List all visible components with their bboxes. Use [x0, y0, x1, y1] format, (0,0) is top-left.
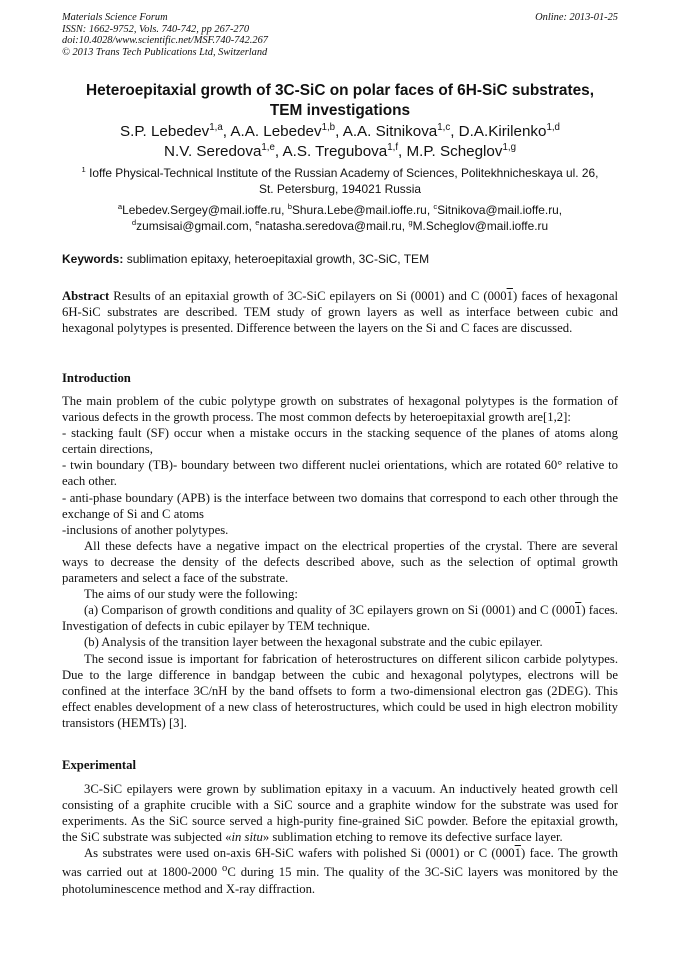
- author-sup: 1,g: [502, 141, 516, 153]
- keywords: [62, 251, 618, 267]
- author-name: M.P. Scheglov: [406, 143, 503, 160]
- email-link[interactable]: Lebedev.Sergey@mail.ioffe.ru: [122, 203, 282, 217]
- bullet-item: - twin boundary (TB)- boundary between two different nuclei orientations, which are rotated 60° relative to each other.: [62, 458, 618, 489]
- author-sup: 1,c: [437, 121, 451, 133]
- affiliation-line-1: $^1$ Ioffe Physical-Technical Institute of the Russian Academy of Sciences, Politekhnicheskaya ul. 26,: [81, 165, 599, 180]
- bullet-item: - stacking fault (SF) occur when a mistake occurs in the stacking sequence of the planes of atoms along certain directions,: [62, 426, 618, 457]
- author-name: A.A. Lebedev: [230, 123, 322, 140]
- title-line-1: Heteroepitaxial growth of 3C-SiC on polar faces of 6H-SiC substrates,: [86, 82, 594, 99]
- author-name: D.A.Kirilenko: [458, 123, 547, 140]
- author-name: S.P. Lebedev: [120, 123, 210, 140]
- author-name: N.V. Seredova: [164, 143, 262, 160]
- keywords-label: Keywords:: [62, 252, 124, 266]
- email-line-1: $^a$Lebedev.Sergey@mail.ioffe.ru, $^b$Shura.Lebe@mail.ioffe.ru, $^c$Sitnikova@mail.ioffe.ru,: [117, 202, 563, 217]
- author-sup: 1,a: [209, 121, 223, 133]
- aim-item: (b) Analysis of the transition layer between the hexagonal substrate and the cubic epilayer.: [84, 635, 543, 650]
- email-link[interactable]: zumsisai@gmail.com: [136, 219, 249, 233]
- abstract-label: Abstract: [62, 289, 110, 303]
- author-name: A.A. Sitnikova: [342, 123, 438, 140]
- section-heading: Experimental: [62, 758, 137, 772]
- email-list: [62, 202, 618, 234]
- paragraph: The main problem of the cubic polytype growth on substrates of hexagonal polytypes is the formation of various defects in the growth process. The most common defects by heteroepitaxial growth are[1,2]:: [62, 394, 618, 425]
- experimental-body: [62, 781, 618, 897]
- introduction-body: [62, 393, 618, 731]
- journal-info: [62, 12, 268, 58]
- paragraph: As substrates were used on-axis 6H-SiC wafers with polished Si (0001) or C (0001) face. The growth was carried out at 1800-2000 $^o$C during 15 min. The quality of the 3C-SiC layers was monitored by the photoluminescence method and X-ray diffraction.: [62, 846, 618, 896]
- author-sup: 1,d: [546, 121, 560, 133]
- affiliation-line-2: St. Petersburg, 194021 Russia: [259, 182, 421, 196]
- paper-title: [62, 81, 618, 121]
- email-link[interactable]: Shura.Lebe@mail.ioffe.ru: [292, 203, 427, 217]
- paragraph: The aims of our study were the following:: [84, 587, 298, 602]
- abstract: [62, 288, 618, 336]
- section-heading: Introduction: [62, 371, 131, 385]
- email-link[interactable]: natasha.seredova@mail.ru: [259, 219, 402, 233]
- email-link[interactable]: M.Scheglov@mail.ioffe.ru: [412, 219, 549, 233]
- author-line-2: N.V. Seredova$^{1,e}$, A.S. Tregubova$^{1,f}$, M.P. Scheglov$^{1,g}$: [164, 141, 516, 160]
- email-line-2: $^d$zumsisai@gmail.com, $^e$natasha.seredova@mail.ru, $^g$M.Scheglov@mail.ioffe.ru: [131, 218, 549, 233]
- author-name: A.S. Tregubova: [282, 143, 388, 160]
- author-sup: 1,e: [261, 141, 275, 153]
- paragraph: All these defects have a negative impact on the electrical properties of the crystal. There are several ways to decrease the density of the defects described above, such as the selection of optimal growth parameters and select a face of the substrate.: [62, 538, 618, 586]
- copyright-line: © 2013 Trans Tech Publications Ltd, Switzerland: [62, 46, 268, 58]
- author-list: [62, 122, 618, 162]
- online-date: Online: 2013-01-25: [535, 12, 618, 23]
- title-line-2: TEM investigations: [269, 102, 411, 119]
- introduction-heading-block: [62, 370, 618, 386]
- bullet-item: -inclusions of another polytypes.: [62, 522, 229, 537]
- author-sup: 1,f: [387, 141, 399, 153]
- journal-name: Materials Science Forum: [62, 12, 168, 23]
- experimental-heading-block: [62, 757, 618, 773]
- author-line-1: S.P. Lebedev$^{1,a}$, A.A. Lebedev$^{1,b}$, A.A. Sitnikova$^{1,c}$, D.A.Kirilenko$^{1,d}$: [120, 121, 560, 140]
- email-link[interactable]: Sitnikova@mail.ioffe.ru: [437, 203, 559, 217]
- affiliation-sup: 1: [81, 165, 86, 175]
- paragraph: The second issue is important for fabrication of heterostructures on different silicon carbide polytypes. Due to the large difference in bandgap between the cubic and hexagonal polytypes, electrons will be confined at the interface 3C/nH by the band offsets to form a two-dimensional electron gas (2DEG). This effect enables development of a new class of heterostructures, which could be used in high electron mobility transistors (HEMTs) [3].: [62, 651, 618, 730]
- author-sup: 1,b: [321, 121, 336, 133]
- abstract-paragraph: Abstract Results of an epitaxial growth of 3C-SiC epilayers on Si (0001) and C (0001) faces of hexagonal 6H-SiC substrates are described. TEM study of grown layers as well as interface between cubic and hexagonal polytypes is presented. Difference between the layers on the Si and C faces are discussed.: [62, 289, 618, 336]
- doi-line[interactable]: doi:10.4028/www.scientific.net/MSF.740-742.267: [62, 35, 268, 47]
- bullet-item: - anti-phase boundary (APB) is the interface between two domains that correspond to each other through the exchange of Si and C atoms: [62, 490, 618, 521]
- affiliation: [62, 165, 618, 197]
- issn-line: ISSN: 1662-9752, Vols. 740-742, pp 267-270: [62, 23, 250, 35]
- keywords-text: sublimation epitaxy, heteroepitaxial growth, 3C-SiC, TEM: [126, 252, 430, 266]
- paragraph: 3C-SiC epilayers were grown by sublimation epitaxy in a vacuum. An inductively heated growth cell consisting of a graphite crucible with a SiC source and a graphite window for the substrate was used for experiments. As the SiC source served a high-purity fine-grained SiC powder. Before the epitaxial growth, the SiC substrate was subjected «in situ» sublimation etching to remove its defective surface layer.: [62, 782, 618, 845]
- aim-item: (a) Comparison of growth conditions and quality of 3C epilayers grown on Si (0001) and C (0001) faces. Investigation of defects in cubic epilayer by TEM technique.: [62, 603, 618, 634]
